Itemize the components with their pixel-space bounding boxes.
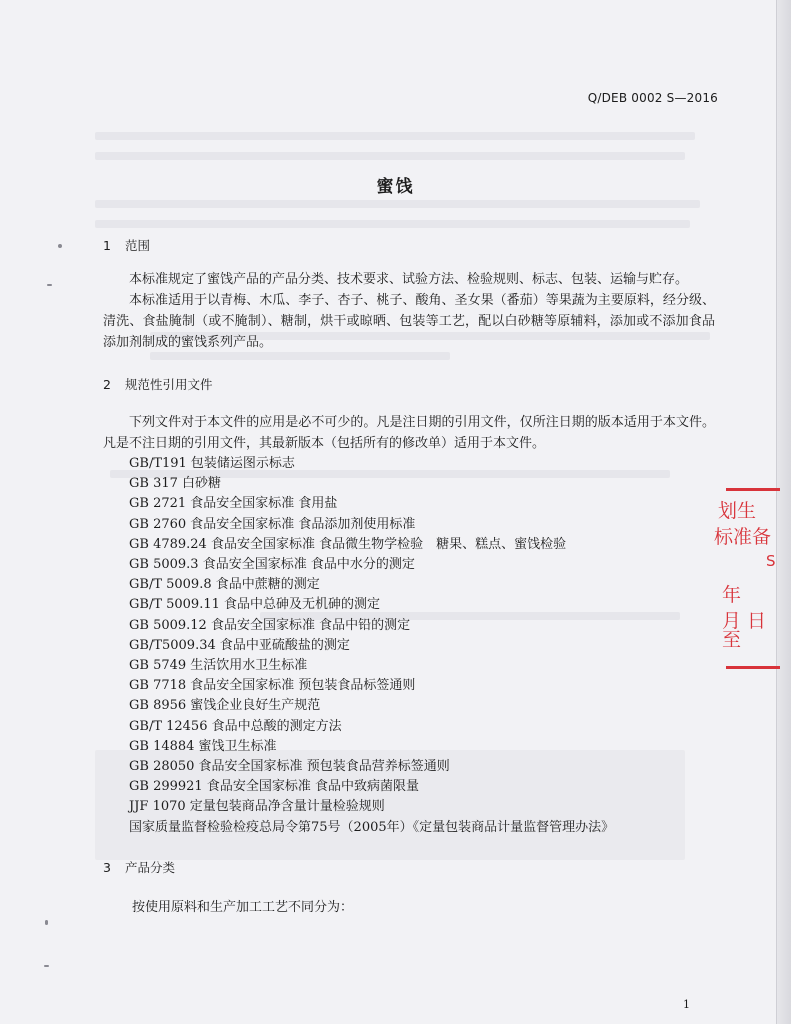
reference-item: GB/T5009.34 食品中亚硫酸盐的测定 (129, 637, 350, 653)
reference-item: GB 5009.12 食品安全国家标准 食品中铅的测定 (129, 617, 411, 633)
bleed-through-line (95, 200, 700, 208)
reference-item: GB/T 5009.11 食品中总砷及无机砷的测定 (129, 597, 381, 613)
reference-item: JJF 1070 定量包装商品净含量计量检验规则 (129, 799, 385, 815)
reference-item: GB 5009.3 食品安全国家标准 食品中水分的测定 (129, 557, 415, 573)
registration-stamp (716, 488, 778, 670)
reference-item: 国家质量监督检验检疫总局令第75号（2005年）《定量包装商品计量监督管理办法》 (129, 819, 615, 835)
scope-paragraph-1: 本标准规定了蜜饯产品的产品分类、技术要求、试验方法、检验规则、标志、包装、运输与贮存。 (129, 272, 689, 287)
document-code: Q/DEB 0002 S—2016 (587, 91, 718, 105)
section-title: 产品分类 (125, 860, 176, 875)
stamp-text: 标准备 (714, 526, 772, 548)
stamp-border-top (726, 488, 780, 491)
reference-item: GB 4789.24 食品安全国家标准 食品微生物学检验 糖果、糕点、蜜饯检验 (129, 536, 567, 552)
reference-item: GB 14884 蜜饯卫生标准 (129, 738, 277, 754)
reference-item: GB 2760 食品安全国家标准 食品添加剂使用标准 (129, 516, 416, 532)
scan-speck (47, 284, 52, 286)
scan-edge (776, 0, 791, 1024)
document-title: 蜜饯 (376, 177, 415, 197)
reference-item: GB/T191 包装储运图示标志 (129, 456, 295, 471)
section-number: 3 (103, 860, 111, 875)
reference-item: GB/T 5009.8 食品中蔗糖的测定 (129, 577, 320, 593)
section-heading-references (103, 375, 213, 393)
section-title: 规范性引用文件 (125, 377, 213, 392)
bleed-through-line (95, 132, 695, 140)
stamp-text: 年 (722, 584, 742, 606)
stamp-text: 月 日至 (722, 610, 767, 651)
section-number: 2 (103, 377, 111, 392)
stamp-border-bottom (726, 666, 780, 669)
bleed-through-line (95, 220, 690, 228)
scan-speck (58, 244, 62, 248)
scan-speck (44, 965, 49, 967)
bleed-through-line (150, 352, 450, 360)
section-number: 1 (103, 238, 111, 253)
page-number: 1 (683, 998, 690, 1011)
reference-item: GB 299921 食品安全国家标准 食品中致病菌限量 (129, 779, 419, 795)
section-heading-scope (103, 236, 150, 254)
references-intro: 下列文件对于本文件的应用是必不可少的。凡是注日期的引用文件，仅所注日期的版本适用于本文件。凡是不注日期的引用文件，其最新版本（包括所有的修改单）适用于本文件。 (103, 415, 715, 451)
scan-speck (45, 920, 48, 925)
reference-item: GB 8956 蜜饯企业良好生产规范 (129, 698, 321, 714)
stamp-text: 划生 (718, 500, 757, 522)
scope-paragraph-2: 本标准适用于以青梅、木瓜、李子、杏子、桃子、酸角、圣女果（番茄）等果蔬为主要原料，经分级、清洗、食盐腌制（或不腌制）、糖制，烘干或晾晒、包装等工艺，配以白砂糖等原辅料，添加或不添加食品添加剂制成的蜜饯系列产品。 (103, 293, 715, 350)
stamp-text: S (766, 552, 776, 570)
reference-item: GB 317 白砂糖 (129, 476, 222, 492)
reference-item: GB 7718 食品安全国家标准 预包装食品标签通则 (129, 678, 416, 694)
section-heading-classification (103, 858, 175, 876)
classification-intro: 按使用原料和生产加工工艺不同分为： (132, 900, 354, 915)
reference-item: GB 28050 食品安全国家标准 预包装食品营养标签通则 (129, 759, 450, 775)
reference-item: GB/T 12456 食品中总酸的测定方法 (129, 718, 342, 734)
reference-item: GB 2721 食品安全国家标准 食用盐 (129, 496, 338, 512)
reference-item: GB 5749 生活饮用水卫生标准 (129, 658, 308, 674)
references-list (129, 454, 614, 838)
section-title: 范围 (125, 238, 151, 253)
bleed-through-line (95, 152, 685, 160)
